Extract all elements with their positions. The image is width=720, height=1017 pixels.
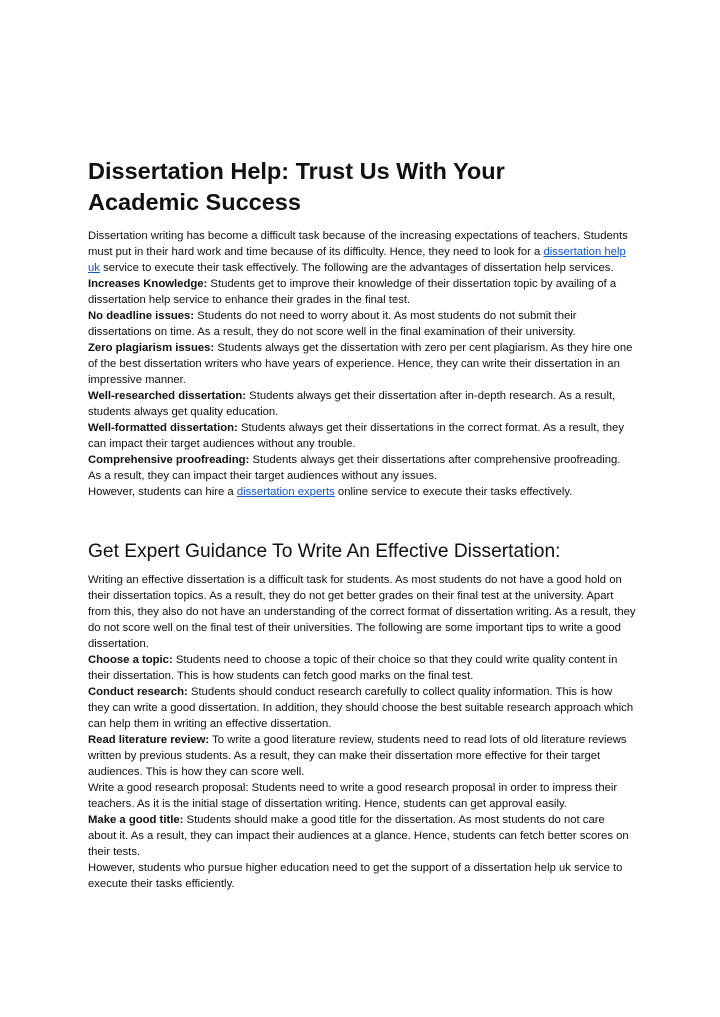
tip-label: Choose a topic: xyxy=(88,654,173,666)
advantage-label: Well-researched dissertation: xyxy=(88,390,247,402)
advantage-item xyxy=(88,420,636,452)
tip-item xyxy=(88,684,636,732)
tip-label: Conduct research: xyxy=(88,686,188,698)
tip-item xyxy=(88,732,636,780)
intro-paragraph xyxy=(88,228,636,276)
tip-text: Students should make a good title for the dissertation. As most students do not care about it. As a result, they can impact their audiences at a glance. Hence, students can fetch better scores on their tests. xyxy=(88,814,629,858)
advantage-item xyxy=(88,452,636,484)
advantage-label: Zero plagiarism issues: xyxy=(88,342,215,354)
advantage-label: Well-formatted dissertation: xyxy=(88,422,238,434)
page-title xyxy=(88,156,636,218)
closing-text-before-link: However, students can hire a xyxy=(88,486,237,498)
advantage-text: Students always get their dissertation after in-depth research. As a result, students always get quality education. xyxy=(88,390,616,418)
closing-paragraph xyxy=(88,484,636,500)
advantage-text: Students always get their dissertations in the correct format. As a result, they can impact their target audiences without any trouble. xyxy=(88,422,624,450)
dissertation-help-uk-link[interactable]: dissertation help uk xyxy=(88,246,626,274)
advantage-item xyxy=(88,388,636,420)
dissertation-experts-link[interactable]: dissertation experts xyxy=(236,486,335,498)
advantage-item xyxy=(88,276,636,308)
title-line-2: Academic Success xyxy=(88,189,301,215)
advantage-label: No deadline issues: xyxy=(88,310,195,322)
tip-label: Make a good title: xyxy=(88,814,184,826)
advantage-text: Students get to improve their knowledge of their dissertation topic by availing of a dissertation help service to enhance their grades in the final test. xyxy=(88,278,617,306)
advantage-label: Comprehensive proofreading: xyxy=(88,454,250,466)
title-line-1: Dissertation Help: Trust Us With Your xyxy=(88,158,505,184)
advantage-item xyxy=(88,308,636,340)
intro-text-after-link: service to execute their task effectively. The following are the advantages of dissertation help services. xyxy=(99,262,614,274)
section2-intro: Writing an effective dissertation is a difficult task for students. As most students do not have a good hold on their dissertation topics. As a result, they do not get better grades on their final test at the university. Apart from this, they also do not have an understanding of the correct format of dissertation writing. As a result, they do not score well on the final test of their universities. The following are some important tips to write a good dissertation. xyxy=(88,574,636,650)
document-page xyxy=(88,156,636,892)
advantage-text: Students do not need to worry about it. As most students do not submit their dissertations on time. As a result, they do not score well in the final examination of their university. xyxy=(88,310,577,338)
tip-label: Read literature review: xyxy=(88,734,210,746)
tip-item: Write a good research proposal: Students need to write a good research proposal in order to impress their teachers. As it is the initial stage of dissertation writing. Hence, students can get approval easily. xyxy=(88,782,618,810)
advantage-text: Students always get their dissertations after comprehensive proofreading. As a result, they can impact their target audiences without any issues. xyxy=(88,454,621,482)
section2-heading: Get Expert Guidance To Write An Effective Dissertation: xyxy=(88,541,561,562)
tip-item xyxy=(88,812,636,860)
intro-text-before-link: Dissertation writing has become a difficult task because of the increasing expectations of teachers. Students must put in their hard work and time because of its difficulty. Hence, they need to look for a xyxy=(88,230,628,258)
section2-closing: However, students who pursue higher education need to get the support of a dissertation help uk service to execute their tasks efficiently. xyxy=(88,862,623,890)
tip-item xyxy=(88,652,636,684)
section1-body xyxy=(88,228,636,500)
closing-text-after-link: online service to execute their tasks effectively. xyxy=(334,486,573,498)
tip-text: To write a good literature review, students need to read lots of old literature reviews written by previous students. As a result, they can make their dissertation more effective for their target audiences. This is how they can score well. xyxy=(88,734,627,778)
tip-text: Students should conduct research carefully to collect quality information. This is how they can write a good dissertation. In addition, they should choose the best suitable research approach which can help them in writing an effective dissertation. xyxy=(88,686,634,730)
advantage-item xyxy=(88,340,636,388)
section2-body xyxy=(88,572,636,892)
advantage-label: Increases Knowledge: xyxy=(88,278,208,290)
advantage-text: Students always get the dissertation with zero per cent plagiarism. As they hire one of the best dissertation writers who have years of experience. Hence, they can write their dissertation in an impressive manner. xyxy=(88,342,633,386)
tip-text: Students need to choose a topic of their choice so that they could write quality content in their dissertation. This is how students can fetch good marks on the final test. xyxy=(88,654,618,682)
